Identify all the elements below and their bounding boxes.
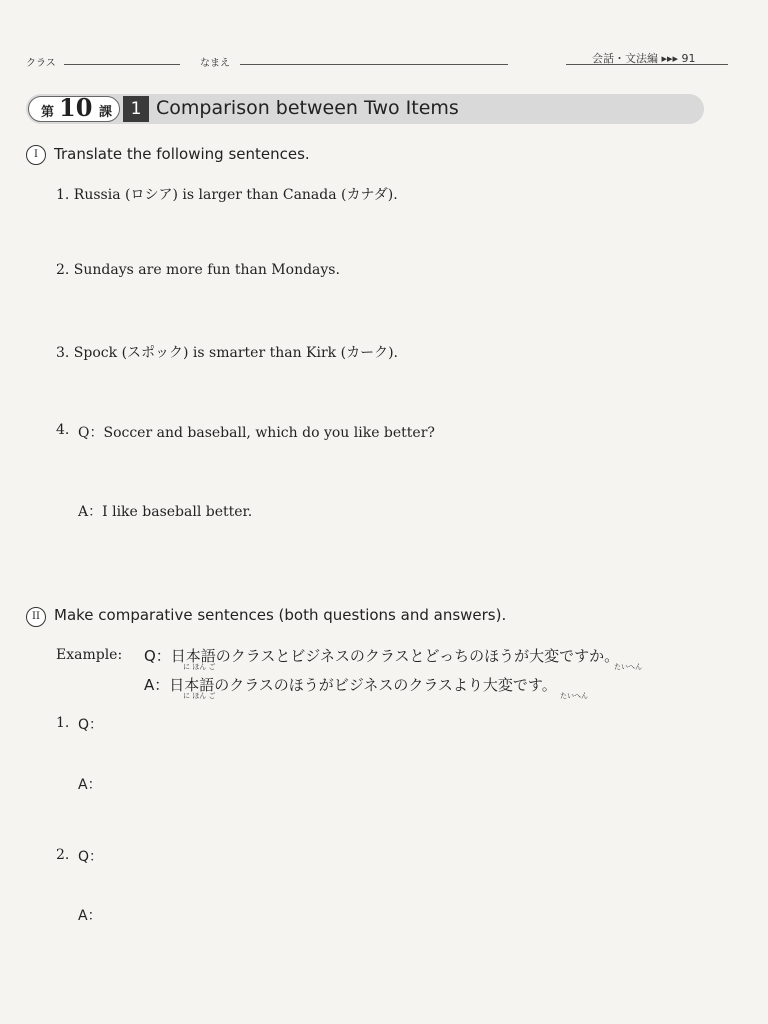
section-marker-1: I [26, 145, 46, 165]
example-label: Example: [56, 647, 123, 663]
exercise-1-answer: A： [78, 777, 102, 793]
exercise-1-number: 1. [56, 715, 70, 731]
section-2-title: Make comparative sentences (both questions and answers). [54, 606, 507, 624]
translate-item-3: 3. Spock (スポック) is smarter than Kirk (カーク). [56, 345, 398, 361]
section-reference: 会話・文法編 ▸▸▸ 91 [592, 52, 696, 65]
name-label: なまえ [200, 58, 230, 69]
name-field[interactable] [240, 64, 508, 65]
exercise-1-question: Q： [78, 717, 104, 733]
ruby-nihongo-a: に ほん ご [183, 692, 216, 700]
item-number-block: 1 [123, 96, 149, 122]
lesson-prefix: 第 [41, 105, 55, 120]
section-marker-2: II [26, 607, 46, 627]
translate-item-2: 2. Sundays are more fun than Mondays. [56, 262, 340, 278]
example-question: Q：日本語のクラスとビジネスのクラスとどっちのほうが大変ですか。 [144, 647, 620, 665]
ruby-nihongo-q: に ほん ご [183, 663, 216, 671]
lesson-badge [28, 93, 120, 122]
ruby-taihen-q: たいへん [614, 663, 642, 671]
translate-item-4-number: 4. [56, 422, 70, 438]
page-title: Comparison between Two Items [156, 97, 459, 119]
section-reference-underline [566, 64, 728, 65]
class-label: クラス [26, 58, 56, 69]
example-answer: A：日本語のクラスのほうがビジネスのクラスより大変です。 [144, 676, 557, 694]
lesson-number: 10 [59, 93, 93, 122]
translate-item-1: 1. Russia (ロシア) is larger than Canada (カナダ). [56, 187, 398, 203]
exercise-2-answer: A： [78, 908, 102, 924]
exercise-2-number: 2. [56, 847, 70, 863]
section-1-title: Translate the following sentences. [54, 145, 310, 163]
translate-item-4-answer: A：I like baseball better. [78, 504, 253, 520]
ruby-taihen-a: たいへん [560, 692, 588, 700]
exercise-2-question: Q： [78, 849, 104, 865]
class-field[interactable] [64, 64, 180, 65]
translate-item-4-question: Q：Soccer and baseball, which do you like better? [78, 425, 435, 441]
lesson-suffix: 課 [99, 105, 113, 120]
